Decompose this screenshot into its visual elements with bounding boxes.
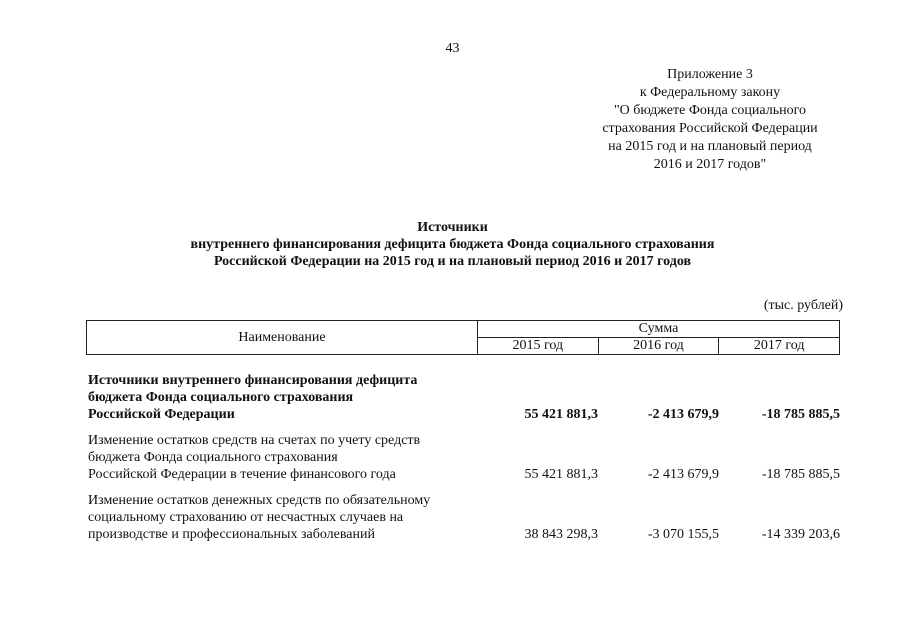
row-name-line: Изменение остатков денежных средств по обязательному	[88, 493, 431, 508]
table-body	[88, 372, 840, 552]
appendix-line: страхования Российской Федерации	[602, 121, 818, 136]
appendix-note	[565, 66, 855, 174]
appendix-line: "О бюджете Фонда социального	[613, 103, 807, 118]
title-line: внутреннего финансирования дефицита бюджета Фонда социального страхования	[190, 237, 715, 252]
row-name-line: социальному страхованию от несчастных случаев на	[88, 510, 404, 525]
column-header-sum: Сумма	[478, 321, 840, 338]
row-name-line: Изменение остатков средств на счетах по учету средств	[88, 433, 421, 448]
row-name	[88, 492, 488, 543]
row-name-line: Российской Федерации в течение финансового года	[88, 467, 396, 482]
value-2015: 38 843 298,3	[524, 527, 598, 542]
title-line: Источники	[417, 220, 488, 235]
title-line: Российской Федерации на 2015 год и на плановый период 2016 и 2017 годов	[213, 254, 692, 269]
table-row	[88, 492, 840, 543]
value-2017: -18 785 885,5	[761, 407, 840, 422]
appendix-line: Приложение 3	[667, 67, 753, 82]
row-name-line: бюджета Фонда социального страхования	[88, 450, 338, 465]
row-name-line: производстве и профессиональных заболеваний	[88, 527, 375, 542]
row-name	[88, 432, 488, 483]
value-2016: -3 070 155,5	[647, 527, 719, 542]
column-header-year: 2016 год	[598, 338, 719, 355]
appendix-line: 2016 и 2017 годов"	[653, 157, 767, 172]
value-2015: 55 421 881,3	[524, 467, 598, 482]
value-2017: -14 339 203,6	[761, 527, 840, 542]
appendix-line: к Федеральному закону	[639, 85, 781, 100]
table-header	[86, 320, 840, 355]
column-header-year: 2015 год	[478, 338, 599, 355]
row-name-line: бюджета Фонда социального страхования	[88, 390, 354, 405]
document-title	[0, 219, 905, 270]
table-row	[88, 432, 840, 483]
page-number: 43	[445, 41, 460, 56]
value-2016: -2 413 679,9	[647, 467, 719, 482]
appendix-line: на 2015 год и на плановый период	[608, 139, 812, 154]
row-name	[88, 372, 488, 423]
units-label: (тыс. рублей)	[763, 298, 843, 313]
row-name-line: Российской Федерации	[88, 407, 235, 422]
column-header-year: 2017 год	[719, 338, 840, 355]
value-2015: 55 421 881,3	[524, 407, 598, 422]
column-header-name: Наименование	[87, 321, 478, 355]
value-2017: -18 785 885,5	[761, 467, 840, 482]
row-name-line: Источники внутреннего финансирования дефицита	[88, 373, 418, 388]
value-2016: -2 413 679,9	[647, 407, 719, 422]
table-row	[88, 372, 840, 423]
